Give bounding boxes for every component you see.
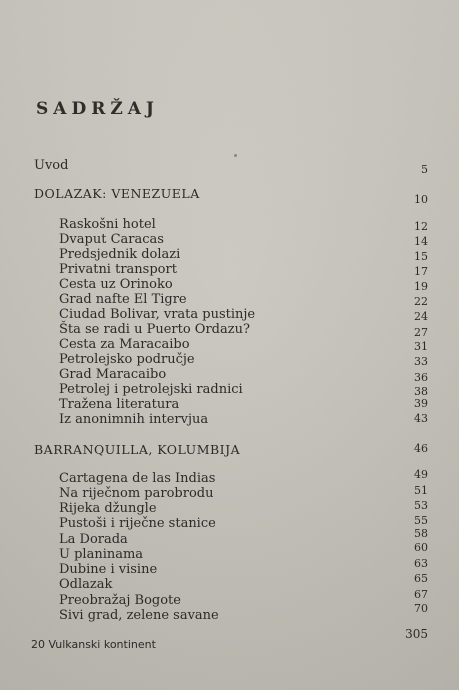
contents-heading: SADRŽAJ [36, 99, 159, 119]
toc-entry-page: 39 [414, 397, 428, 410]
toc-entry-page: 67 [414, 588, 428, 601]
toc-entry-title: Dvaput Caracas [59, 232, 164, 247]
toc-entry-title: Grad nafte El Tigre [59, 292, 187, 307]
toc-entry-title: Privatni transport [59, 262, 177, 277]
toc-entry-title: Predsjednik dolazi [59, 247, 181, 262]
toc-entry-page: 19 [414, 280, 428, 293]
toc-entry-title: Dubine i visine [59, 562, 158, 577]
toc-entry-page: 17 [414, 265, 428, 278]
toc-entry-title: Rijeka džungle [59, 501, 157, 516]
toc-entry-page: 31 [414, 340, 428, 353]
toc-section-title: BARRANQUILLA, KOLUMBIJA [34, 442, 241, 457]
toc-entry-title: Sivi grad, zelene savane [59, 608, 219, 623]
toc-entry-page: 70 [414, 602, 428, 615]
toc-entry-page: 55 [414, 514, 428, 527]
toc-entry-title: Cesta uz Orinoko [59, 277, 173, 292]
signature-footer: 20 Vulkanski kontinent [31, 638, 156, 651]
page-number: 305 [405, 627, 428, 641]
toc-entry-page: 53 [414, 499, 428, 512]
toc-entry-page: 65 [414, 572, 428, 585]
toc-entry-page: 49 [414, 468, 428, 481]
toc-entry-title: La Dorada [59, 532, 128, 547]
toc-entry-page: 22 [414, 295, 428, 308]
toc-entry-title: Tražena literatura [59, 397, 180, 412]
toc-entry-title: Preobražaj Bogote [59, 593, 181, 608]
toc-entry-title: Iz anonimnih intervjua [59, 412, 209, 427]
paper-speck [234, 154, 237, 157]
toc-entry-page: 58 [414, 527, 428, 540]
toc-entry-title: Grad Maracaibo [59, 367, 167, 382]
toc-entry-page: 14 [414, 235, 428, 248]
toc-entry-title: Petrolejsko područje [59, 352, 195, 367]
toc-entry-page: 5 [421, 163, 428, 176]
toc-entry-title: Na riječnom parobrodu [59, 486, 214, 501]
toc-entry [0, 158, 459, 176]
toc-entry [0, 602, 459, 626]
toc-entry-page: 27 [414, 326, 428, 339]
toc-entry-title: Šta se radi u Puerto Ordazu? [59, 322, 250, 337]
toc-entry-title: Cartagena de las Indias [59, 471, 216, 486]
toc-section [0, 442, 459, 460]
toc-entry-page: 33 [414, 355, 428, 368]
toc-entry-page: 60 [414, 541, 428, 554]
toc-entry-page: 46 [414, 442, 428, 455]
toc-entry-title: Petrolej i petrolejski radnici [59, 382, 243, 397]
toc-entry-page: 63 [414, 557, 428, 570]
toc-entry-title: U planinama [59, 547, 144, 562]
toc-entry-page: 36 [414, 371, 428, 384]
toc-entry-page: 15 [414, 250, 428, 263]
toc-entry-title: Pustoši i riječne stanice [59, 516, 216, 531]
toc-entry-title: Ciudad Bolivar, vrata pustinje [59, 307, 256, 322]
toc-entry-title: Cesta za Maracaibo [59, 337, 190, 352]
toc-entry-title: Odlazak [59, 577, 113, 592]
toc-entry-title: Uvod [34, 158, 69, 173]
toc-entry-page: 24 [414, 310, 428, 323]
toc-entry [0, 412, 459, 430]
toc-entry-page: 51 [414, 484, 428, 497]
toc-entry-page: 38 [414, 385, 428, 398]
toc-section-title: DOLAZAK: VENEZUELA [34, 186, 200, 201]
toc-entry-page: 12 [414, 220, 428, 233]
toc-entry-page: 43 [414, 412, 428, 425]
toc-section [0, 186, 459, 204]
toc-entry-title: Raskošni hotel [59, 217, 156, 232]
toc-entry-page: 10 [414, 193, 428, 206]
